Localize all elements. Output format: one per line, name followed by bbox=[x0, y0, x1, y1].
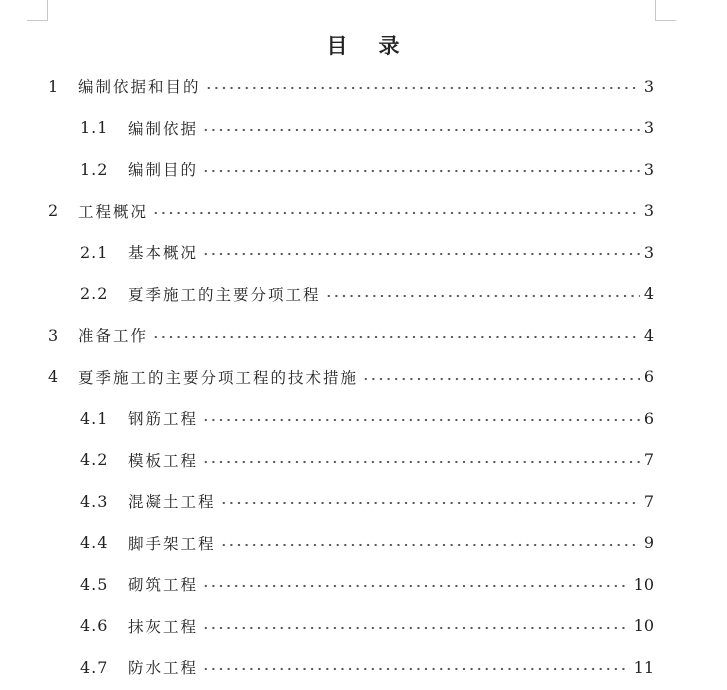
toc-entry-label: 工程概况 bbox=[78, 202, 149, 221]
toc-entry-label: 砌筑工程 bbox=[128, 576, 199, 594]
toc-entry[interactable] bbox=[0, 199, 727, 223]
toc-entry-number: 4.4 bbox=[80, 533, 109, 552]
toc-entry-label: 基本概况 bbox=[128, 244, 199, 262]
toc-entry[interactable] bbox=[0, 572, 727, 596]
toc-entry-label: 准备工作 bbox=[78, 327, 149, 345]
toc-entry-number: 1 bbox=[48, 76, 60, 96]
toc-entry-dot-leader bbox=[205, 86, 640, 90]
toc-entry-page-number: 10 bbox=[633, 574, 654, 594]
toc-entry-dot-leader bbox=[202, 584, 630, 588]
toc-title-part-1: 目 bbox=[326, 34, 349, 58]
toc-entry-dot-leader bbox=[220, 543, 640, 547]
toc-entry[interactable] bbox=[0, 406, 727, 430]
toc-entry[interactable] bbox=[0, 282, 727, 306]
toc-entry-number: 4.2 bbox=[80, 450, 109, 469]
toc-entry-dot-leader bbox=[202, 252, 640, 256]
toc-entry-label: 编制依据 bbox=[128, 119, 199, 138]
toc-entry[interactable] bbox=[0, 655, 727, 679]
toc-entry[interactable] bbox=[0, 323, 727, 347]
toc-entry[interactable] bbox=[0, 240, 727, 264]
toc-entry[interactable] bbox=[0, 489, 727, 513]
toc-entry-page-number: 11 bbox=[633, 657, 654, 677]
toc-entry-dot-leader bbox=[202, 626, 630, 630]
toc-entry[interactable] bbox=[0, 116, 727, 140]
toc-entry-dot-leader bbox=[220, 501, 640, 505]
toc-title-part-2: 录 bbox=[378, 34, 401, 58]
toc-entry-number: 3 bbox=[48, 325, 60, 345]
toc-entry-dot-leader bbox=[202, 128, 640, 132]
toc-entry-number: 4.7 bbox=[80, 657, 109, 677]
toc-entry-number: 2 bbox=[48, 201, 60, 220]
toc-entry-label: 脚手架工程 bbox=[128, 534, 216, 553]
toc-entry-dot-leader bbox=[202, 169, 640, 173]
toc-entry-label: 钢筋工程 bbox=[128, 410, 199, 428]
toc-entry[interactable] bbox=[0, 157, 727, 181]
toc-entry-page-number: 7 bbox=[643, 491, 654, 511]
toc-entry-page-number: 3 bbox=[643, 242, 654, 262]
toc-entry-label: 混凝土工程 bbox=[128, 493, 216, 511]
toc-entry-number: 2.1 bbox=[80, 242, 109, 262]
toc-entry-page-number: 3 bbox=[643, 118, 654, 137]
toc-entry-number: 4.6 bbox=[80, 616, 109, 635]
toc-entry-page-number: 6 bbox=[643, 408, 654, 428]
toc-entry-number: 2.2 bbox=[80, 284, 109, 303]
toc-entry-label: 抹灰工程 bbox=[128, 617, 199, 636]
toc-entry-dot-leader bbox=[202, 418, 640, 422]
toc-entry-page-number: 10 bbox=[633, 616, 654, 635]
toc-entry-number: 1.1 bbox=[80, 118, 109, 137]
toc-entry-number: 4.3 bbox=[80, 491, 109, 511]
toc-entry-number: 1.2 bbox=[80, 159, 109, 179]
toc-entry-label: 编制目的 bbox=[128, 161, 199, 179]
toc-entry-number: 4 bbox=[48, 367, 60, 386]
toc-entry-label: 模板工程 bbox=[128, 451, 199, 470]
toc-entry-number: 4.5 bbox=[80, 574, 109, 594]
toc-entry-number: 4.1 bbox=[80, 408, 109, 428]
toc-entry-dot-leader bbox=[325, 294, 640, 298]
toc-entry-page-number: 4 bbox=[643, 325, 654, 345]
toc-entry-label: 夏季施工的主要分项工程 bbox=[128, 285, 321, 304]
toc-entry-page-number: 3 bbox=[643, 201, 654, 220]
toc-entry-dot-leader bbox=[202, 667, 630, 671]
toc-entry-page-number: 6 bbox=[643, 367, 654, 386]
toc-entry-dot-leader bbox=[152, 335, 640, 339]
toc-entry[interactable] bbox=[0, 614, 727, 638]
toc-entry[interactable] bbox=[0, 365, 727, 389]
toc-entry[interactable] bbox=[0, 448, 727, 472]
toc-entry-label: 夏季施工的主要分项工程的技术措施 bbox=[78, 368, 359, 387]
toc-entry-page-number: 4 bbox=[643, 284, 654, 303]
toc-entry[interactable] bbox=[0, 74, 727, 98]
toc-entry-page-number: 7 bbox=[643, 450, 654, 469]
toc-entry-dot-leader bbox=[152, 211, 640, 215]
toc-entry-page-number: 3 bbox=[643, 159, 654, 179]
toc-entry-page-number: 3 bbox=[643, 76, 654, 96]
toc-entry-label: 防水工程 bbox=[128, 659, 199, 677]
toc-entry-page-number: 9 bbox=[643, 533, 654, 552]
toc-entry-dot-leader bbox=[202, 460, 640, 464]
toc-entry[interactable] bbox=[0, 531, 727, 555]
toc-entry-label: 编制依据和目的 bbox=[78, 78, 201, 96]
toc-entry-dot-leader bbox=[362, 377, 640, 381]
